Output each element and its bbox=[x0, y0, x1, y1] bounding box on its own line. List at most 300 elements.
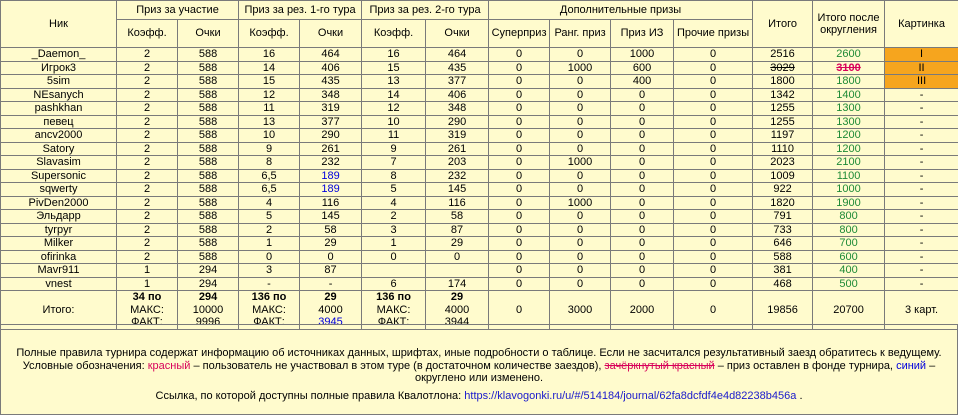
iz-prize-cell: 0 bbox=[611, 210, 674, 224]
participation-coef: 2 bbox=[117, 223, 178, 237]
totals-text: ФАКТ: bbox=[253, 316, 285, 328]
rules-link[interactable]: https://klavogonki.ru/u/#/514184/journal/62fa8dcfdf4e4d82238b456a bbox=[464, 389, 797, 402]
rank-prize-cell: 0 bbox=[550, 277, 611, 291]
col-coef-header: Коэфф. bbox=[362, 20, 426, 48]
col-iz-prize-header: Приз ИЗ bbox=[611, 20, 674, 48]
col-points-header: Очки bbox=[178, 20, 239, 48]
other-prizes-cell: 0 bbox=[674, 129, 753, 143]
legend-strike-desc: – приз оставлен в фонде турнира, bbox=[717, 359, 893, 372]
participation-points: 294 bbox=[178, 277, 239, 291]
totals-text: 3944 bbox=[444, 316, 470, 328]
table-row bbox=[1, 48, 958, 62]
round1-points: 464 bbox=[300, 48, 362, 62]
picture-cell: - bbox=[885, 156, 958, 170]
iz-prize-cell: 0 bbox=[611, 223, 674, 237]
picture-cell: I bbox=[885, 48, 958, 62]
totals-text: 136 по bbox=[376, 291, 411, 303]
total-cell: 1009 bbox=[753, 169, 813, 183]
superprize-total: 0 bbox=[489, 291, 550, 330]
participation-coef: 2 bbox=[117, 169, 178, 183]
totals-label: Итого: bbox=[1, 291, 117, 330]
rounded-total-cell: 600 bbox=[813, 250, 885, 264]
round2-coef: 13 bbox=[362, 75, 426, 89]
col-rounded-header: Итого после округления bbox=[813, 1, 885, 48]
participation-points: 588 bbox=[178, 237, 239, 251]
participation-coef: 2 bbox=[117, 210, 178, 224]
round1-coef: 14 bbox=[239, 61, 300, 75]
superprize-cell: 0 bbox=[489, 183, 550, 197]
other-prizes-cell: 0 bbox=[674, 142, 753, 156]
participation-points: 588 bbox=[178, 129, 239, 143]
round2-points: 435 bbox=[426, 61, 489, 75]
iz-prize-cell: 0 bbox=[611, 169, 674, 183]
participation-points: 588 bbox=[178, 250, 239, 264]
nick-cell: Slavasim bbox=[1, 156, 117, 170]
total-cell: 791 bbox=[753, 210, 813, 224]
round1-coef: 5 bbox=[239, 210, 300, 224]
round1-coef: 13 bbox=[239, 115, 300, 129]
participation-points: 588 bbox=[178, 61, 239, 75]
rounded-total-cell: 1200 bbox=[813, 142, 885, 156]
legend-blue-desc: – округлено или изменено. bbox=[414, 359, 936, 384]
rounded-total-cell: 3100 bbox=[813, 61, 885, 75]
participation-coef: 2 bbox=[117, 75, 178, 89]
iz-prize-cell: 600 bbox=[611, 61, 674, 75]
picture-cell: - bbox=[885, 183, 958, 197]
round1-coef: 9 bbox=[239, 142, 300, 156]
col-superprize-header: Суперприз bbox=[489, 20, 550, 48]
participation-coef: 2 bbox=[117, 48, 178, 62]
total-cell: 2516 bbox=[753, 48, 813, 62]
other-prizes-cell: 0 bbox=[674, 264, 753, 278]
round2-coef: 0 bbox=[362, 250, 426, 264]
table-row bbox=[1, 88, 958, 102]
participation-points: 588 bbox=[178, 210, 239, 224]
round2-coef: 8 bbox=[362, 169, 426, 183]
other-prizes-cell: 0 bbox=[674, 48, 753, 62]
other-prizes-cell: 0 bbox=[674, 223, 753, 237]
participation-points: 588 bbox=[178, 115, 239, 129]
rules-text: Полные правила турнира содержат информацию об источниках данных, шрифтах, иные подробности о таблице. Если не засчитался результативный заезд обратитесь к ведущему. bbox=[16, 347, 942, 359]
round1-coef: 0 bbox=[239, 250, 300, 264]
round1-points: 232 bbox=[300, 156, 362, 170]
iz-prize-cell: 0 bbox=[611, 264, 674, 278]
rounded-total-cell: 2600 bbox=[813, 48, 885, 62]
nick-cell: ofirinka bbox=[1, 250, 117, 264]
nick-cell: PivDen2000 bbox=[1, 196, 117, 210]
superprize-cell: 0 bbox=[489, 48, 550, 62]
participation-coef: 2 bbox=[117, 237, 178, 251]
iz-prize-cell: 0 bbox=[611, 102, 674, 116]
other-prizes-cell: 0 bbox=[674, 210, 753, 224]
rules-footer bbox=[0, 324, 958, 415]
table-row bbox=[1, 142, 958, 156]
round2-points: 116 bbox=[426, 196, 489, 210]
rank-prize-cell: 1000 bbox=[550, 156, 611, 170]
table-row bbox=[1, 75, 958, 89]
iz-prize-total: 2000 bbox=[611, 291, 674, 330]
round2-points: 319 bbox=[426, 129, 489, 143]
nick-cell: pashkhan bbox=[1, 102, 117, 116]
rank-prize-cell: 0 bbox=[550, 75, 611, 89]
round1-points: 145 bbox=[300, 210, 362, 224]
col-total-header: Итого bbox=[753, 1, 813, 48]
picture-cell: - bbox=[885, 88, 958, 102]
rank-prize-cell: 1000 bbox=[550, 61, 611, 75]
round1-points: 189 bbox=[300, 183, 362, 197]
round2-points bbox=[426, 264, 489, 278]
rank-prize-cell: 0 bbox=[550, 210, 611, 224]
participation-coef: 1 bbox=[117, 277, 178, 291]
totals-text: МАКС: bbox=[252, 303, 286, 316]
total-cell: 922 bbox=[753, 183, 813, 197]
iz-prize-cell: 0 bbox=[611, 196, 674, 210]
rounded-total-cell: 1400 bbox=[813, 88, 885, 102]
legend-blue-word: синий bbox=[896, 359, 927, 372]
totals-text: 3945 bbox=[318, 316, 343, 328]
iz-prize-cell: 0 bbox=[611, 250, 674, 264]
superprize-cell: 0 bbox=[489, 75, 550, 89]
participation-coef: 2 bbox=[117, 129, 178, 143]
other-prizes-total: 0 bbox=[674, 291, 753, 330]
other-prizes-cell: 0 bbox=[674, 196, 753, 210]
rank-prize-cell: 0 bbox=[550, 129, 611, 143]
picture-cell: - bbox=[885, 142, 958, 156]
rank-prize-cell: 0 bbox=[550, 88, 611, 102]
superprize-cell: 0 bbox=[489, 196, 550, 210]
nick-cell: _Daemon_ bbox=[1, 48, 117, 62]
participation-coef: 2 bbox=[117, 115, 178, 129]
participation-points: 588 bbox=[178, 48, 239, 62]
other-prizes-cell: 0 bbox=[674, 250, 753, 264]
round2-coef: 15 bbox=[362, 61, 426, 75]
totals-text: 294 bbox=[198, 291, 218, 303]
round1-points: 290 bbox=[300, 129, 362, 143]
col-extra-header: Дополнительные призы bbox=[489, 1, 753, 20]
col-picture-header: Картинка bbox=[885, 1, 958, 48]
round2-points: 0 bbox=[426, 250, 489, 264]
rank-prize-cell: 0 bbox=[550, 48, 611, 62]
nick-cell: Milker bbox=[1, 237, 117, 251]
table-row bbox=[1, 183, 958, 197]
col-other-prizes-header: Прочие призы bbox=[674, 20, 753, 48]
nick-cell: tyrpyr bbox=[1, 223, 117, 237]
rounded-total-cell: 1000 bbox=[813, 183, 885, 197]
participation-points: 588 bbox=[178, 156, 239, 170]
link-line bbox=[1, 390, 957, 403]
rounded-total-cell: 400 bbox=[813, 264, 885, 278]
legend-line bbox=[1, 360, 957, 385]
round1-points: 377 bbox=[300, 115, 362, 129]
picture-cell: - bbox=[885, 102, 958, 116]
totals-text: 136 по bbox=[251, 291, 287, 303]
round1-points: 0 bbox=[300, 250, 362, 264]
participation-points: 588 bbox=[178, 196, 239, 210]
totals-text: 29 bbox=[450, 291, 464, 303]
round1-coef: 1 bbox=[239, 237, 300, 251]
table-row bbox=[1, 169, 958, 183]
round2-coef: 6 bbox=[362, 277, 426, 291]
superprize-cell: 0 bbox=[489, 277, 550, 291]
table-row bbox=[1, 223, 958, 237]
rounded-total-cell: 1200 bbox=[813, 129, 885, 143]
main-player-rows bbox=[1, 48, 958, 264]
iz-prize-cell: 0 bbox=[611, 115, 674, 129]
round1-points: 435 bbox=[300, 75, 362, 89]
totals-text: 34 по bbox=[132, 291, 162, 303]
round2-coef: 4 bbox=[362, 196, 426, 210]
round2-coef bbox=[362, 264, 426, 278]
round1-coef: 2 bbox=[239, 223, 300, 237]
round1-points: 348 bbox=[300, 88, 362, 102]
round2-coef: 14 bbox=[362, 88, 426, 102]
rounded-total-cell: 700 bbox=[813, 237, 885, 251]
col-round1-header: Приз за рез. 1-го тура bbox=[239, 1, 362, 20]
round1-coef: - bbox=[239, 277, 300, 291]
round1-coef: 12 bbox=[239, 88, 300, 102]
nick-cell: NEsanych bbox=[1, 88, 117, 102]
superprize-cell: 0 bbox=[489, 264, 550, 278]
nick-cell: Mavr911 bbox=[1, 264, 117, 278]
rank-prize-cell: 0 bbox=[550, 250, 611, 264]
total-cell: 468 bbox=[753, 277, 813, 291]
participation-coef: 2 bbox=[117, 250, 178, 264]
table-row bbox=[1, 156, 958, 170]
iz-prize-cell: 0 bbox=[611, 277, 674, 291]
rank-prize-cell: 0 bbox=[550, 142, 611, 156]
col-nick-header: Ник bbox=[1, 1, 117, 48]
iz-prize-cell: 0 bbox=[611, 183, 674, 197]
table-row bbox=[1, 102, 958, 116]
superprize-cell: 0 bbox=[489, 142, 550, 156]
iz-prize-cell: 0 bbox=[611, 156, 674, 170]
partial-player-rows bbox=[1, 264, 958, 291]
total-cell: 2023 bbox=[753, 156, 813, 170]
rounded-total-cell: 1300 bbox=[813, 102, 885, 116]
totals-text: 9996 bbox=[195, 316, 221, 328]
rounded-total-cell: 500 bbox=[813, 277, 885, 291]
picture-cell: - bbox=[885, 129, 958, 143]
other-prizes-cell: 0 bbox=[674, 237, 753, 251]
round1-points: 319 bbox=[300, 102, 362, 116]
link-prefix: Ссылка, по которой доступны полные правила Квалотлона: bbox=[155, 389, 462, 402]
nick-cell: sqwerty bbox=[1, 183, 117, 197]
link-suffix: . bbox=[799, 389, 803, 402]
pictures-total: 3 карт. bbox=[885, 291, 958, 330]
picture-cell: - bbox=[885, 169, 958, 183]
round1-points: 406 bbox=[300, 61, 362, 75]
round1-points: - bbox=[300, 277, 362, 291]
participation-points: 588 bbox=[178, 88, 239, 102]
col-coef-header: Коэфф. bbox=[239, 20, 300, 48]
total-cell: 1800 bbox=[753, 75, 813, 89]
rank-prize-total: 3000 bbox=[550, 291, 611, 330]
round2-points: 29 bbox=[426, 237, 489, 251]
other-prizes-cell: 0 bbox=[674, 102, 753, 116]
rounded-total-cell: 1300 bbox=[813, 115, 885, 129]
table-row bbox=[1, 210, 958, 224]
round2-coef: 16 bbox=[362, 48, 426, 62]
participation-coef: 1 bbox=[117, 264, 178, 278]
round1-coef: 8 bbox=[239, 156, 300, 170]
round2-coef: 10 bbox=[362, 115, 426, 129]
picture-cell: - bbox=[885, 264, 958, 278]
table-row bbox=[1, 250, 958, 264]
round1-points: 261 bbox=[300, 142, 362, 156]
col-round2-header: Приз за рез. 2-го тура bbox=[362, 1, 489, 20]
picture-cell: - bbox=[885, 115, 958, 129]
legend-strike-word: зачёркнутый красный bbox=[604, 359, 715, 372]
table-row bbox=[1, 61, 958, 75]
other-prizes-cell: 0 bbox=[674, 277, 753, 291]
round2-points: 232 bbox=[426, 169, 489, 183]
totals-text: ФАКТ: bbox=[131, 316, 163, 328]
total-cell: 588 bbox=[753, 250, 813, 264]
participation-coef: 2 bbox=[117, 156, 178, 170]
round2-points: 290 bbox=[426, 115, 489, 129]
round1-points: 87 bbox=[300, 264, 362, 278]
other-prizes-cell: 0 bbox=[674, 61, 753, 75]
round2-coef: 12 bbox=[362, 102, 426, 116]
round2-points: 348 bbox=[426, 102, 489, 116]
rank-prize-cell: 0 bbox=[550, 102, 611, 116]
total-cell: 381 bbox=[753, 264, 813, 278]
totals-text: МАКС: bbox=[130, 303, 164, 316]
rank-prize-cell: 1000 bbox=[550, 196, 611, 210]
table-row bbox=[1, 277, 958, 291]
round1-coef: 6,5 bbox=[239, 183, 300, 197]
table-row bbox=[1, 129, 958, 143]
total-cell: 1342 bbox=[753, 88, 813, 102]
round1-coef: 15 bbox=[239, 75, 300, 89]
rank-prize-cell: 0 bbox=[550, 237, 611, 251]
other-prizes-cell: 0 bbox=[674, 88, 753, 102]
round2-points: 145 bbox=[426, 183, 489, 197]
round2-points: 174 bbox=[426, 277, 489, 291]
participation-points: 294 bbox=[178, 264, 239, 278]
superprize-cell: 0 bbox=[489, 210, 550, 224]
totals-text: ФАКТ: bbox=[377, 316, 410, 328]
rounded-total-cell: 800 bbox=[813, 210, 885, 224]
round1-points: 29 bbox=[300, 237, 362, 251]
round1-coef: 3 bbox=[239, 264, 300, 278]
col-participation-header: Приз за участие bbox=[117, 1, 239, 20]
picture-cell: - bbox=[885, 250, 958, 264]
total-cell: 646 bbox=[753, 237, 813, 251]
nick-cell: 5sim bbox=[1, 75, 117, 89]
grand-total-rounded: 20700 bbox=[813, 291, 885, 330]
nick-cell: vnest bbox=[1, 277, 117, 291]
col-points-header: Очки bbox=[426, 20, 489, 48]
superprize-cell: 0 bbox=[489, 102, 550, 116]
rounded-total-cell: 800 bbox=[813, 223, 885, 237]
total-cell: 1820 bbox=[753, 196, 813, 210]
round1-coef: 6,5 bbox=[239, 169, 300, 183]
rounded-total-cell: 1800 bbox=[813, 75, 885, 89]
legend-red-desc: – пользователь не участвовал в этом туре (в достаточном количестве заездов), bbox=[193, 359, 602, 372]
total-cell: 1255 bbox=[753, 102, 813, 116]
round2-coef: 7 bbox=[362, 156, 426, 170]
nick-cell: Игрок3 bbox=[1, 61, 117, 75]
nick-cell: Satory bbox=[1, 142, 117, 156]
iz-prize-cell: 0 bbox=[611, 142, 674, 156]
round1-points: 58 bbox=[300, 223, 362, 237]
other-prizes-cell: 0 bbox=[674, 115, 753, 129]
picture-cell: - bbox=[885, 237, 958, 251]
round2-points: 406 bbox=[426, 88, 489, 102]
round1-coef: 10 bbox=[239, 129, 300, 143]
picture-cell: - bbox=[885, 277, 958, 291]
totals-text: МАКС: bbox=[376, 303, 411, 316]
round2-points: 464 bbox=[426, 48, 489, 62]
rounded-total-cell: 2100 bbox=[813, 156, 885, 170]
total-cell: 1197 bbox=[753, 129, 813, 143]
superprize-cell: 0 bbox=[489, 250, 550, 264]
round2-coef: 2 bbox=[362, 210, 426, 224]
round1-coef: 4 bbox=[239, 196, 300, 210]
round2-points: 87 bbox=[426, 223, 489, 237]
superprize-cell: 0 bbox=[489, 129, 550, 143]
other-prizes-cell: 0 bbox=[674, 183, 753, 197]
nick-cell: ancv2000 bbox=[1, 129, 117, 143]
participation-coef: 2 bbox=[117, 88, 178, 102]
picture-cell: - bbox=[885, 196, 958, 210]
table-row bbox=[1, 196, 958, 210]
rank-prize-cell: 0 bbox=[550, 169, 611, 183]
participation-points: 588 bbox=[178, 102, 239, 116]
superprize-cell: 0 bbox=[489, 61, 550, 75]
totals-text: 29 bbox=[324, 291, 337, 303]
participation-coef: 2 bbox=[117, 102, 178, 116]
iz-prize-cell: 0 bbox=[611, 88, 674, 102]
legend-prefix: Условные обозначения: bbox=[22, 359, 145, 372]
round2-points: 58 bbox=[426, 210, 489, 224]
participation-coef: 2 bbox=[117, 183, 178, 197]
totals-text: 4000 bbox=[444, 303, 470, 316]
col-points-header: Очки bbox=[300, 20, 362, 48]
iz-prize-cell: 1000 bbox=[611, 48, 674, 62]
other-prizes-cell: 0 bbox=[674, 156, 753, 170]
iz-prize-cell: 400 bbox=[611, 75, 674, 89]
total-cell: 1110 bbox=[753, 142, 813, 156]
participation-points: 588 bbox=[178, 142, 239, 156]
superprize-cell: 0 bbox=[489, 237, 550, 251]
round1-coef: 11 bbox=[239, 102, 300, 116]
superprize-cell: 0 bbox=[489, 223, 550, 237]
iz-prize-cell: 0 bbox=[611, 129, 674, 143]
picture-cell: - bbox=[885, 210, 958, 224]
participation-coef: 2 bbox=[117, 61, 178, 75]
participation-coef: 2 bbox=[117, 142, 178, 156]
nick-cell: Supersonic bbox=[1, 169, 117, 183]
col-rank-prize-header: Ранг. приз bbox=[550, 20, 611, 48]
nick-cell: Эльдарр bbox=[1, 210, 117, 224]
superprize-cell: 0 bbox=[489, 156, 550, 170]
total-cell: 1255 bbox=[753, 115, 813, 129]
round2-coef: 11 bbox=[362, 129, 426, 143]
round2-coef: 9 bbox=[362, 142, 426, 156]
picture-cell: II bbox=[885, 61, 958, 75]
round1-points: 189 bbox=[300, 169, 362, 183]
superprize-cell: 0 bbox=[489, 169, 550, 183]
round2-points: 377 bbox=[426, 75, 489, 89]
totals-text: 4000 bbox=[318, 303, 343, 316]
round2-points: 261 bbox=[426, 142, 489, 156]
nick-cell: певец bbox=[1, 115, 117, 129]
rounded-total-cell: 1900 bbox=[813, 196, 885, 210]
table-row bbox=[1, 237, 958, 251]
table-row bbox=[1, 264, 958, 278]
